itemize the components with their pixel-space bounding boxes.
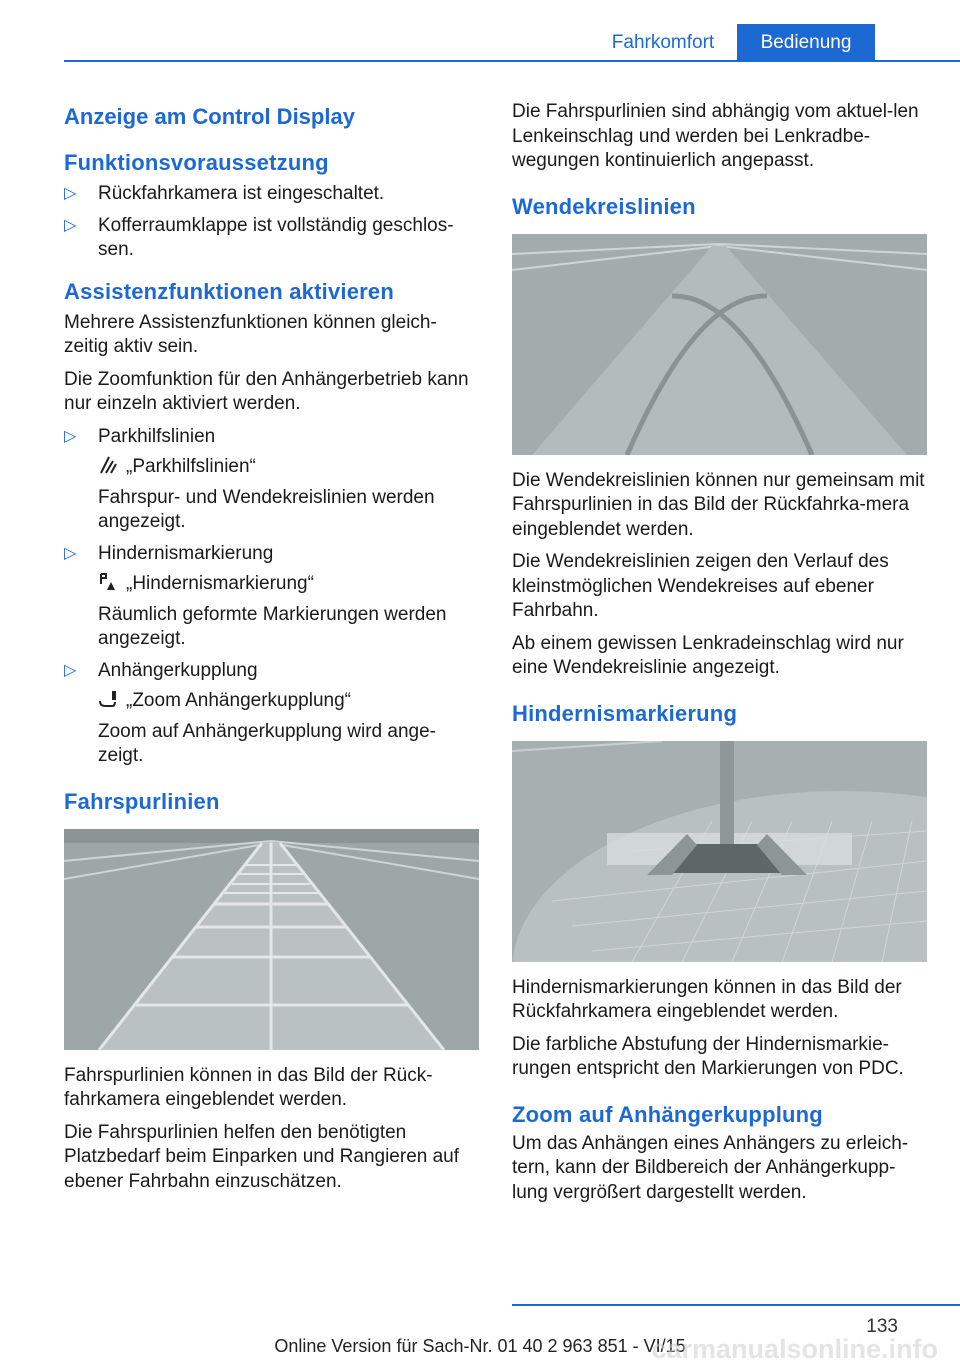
parking-lines-icon — [98, 455, 118, 475]
list-item: ▷ Kofferraumklappe ist vollständig geschlos‐sen. — [64, 214, 454, 260]
assist-item-button-line[interactable]: „Zoom Anhängerkupplung“ — [98, 689, 479, 714]
obstacle-paragraph-1: Hindernismarkierungen können in das Bild der Rückfahrkamera eingeblendet werden. — [512, 976, 902, 1022]
assist-paragraph-1: Mehrere Assistenzfunktionen können gleich‐zeitig aktiv sein. — [64, 311, 437, 357]
left-column — [64, 100, 479, 1202]
zoom-paragraph-1: Um das Anhängen eines Anhängers zu erleich‐tern, kann der Bildbereich der Anhängerkupp‐lung vergrößert dargestellt werden. — [512, 1132, 909, 1203]
assist-item-label: Parkhilfslinien — [98, 425, 216, 447]
triangle-bullet-icon: ▷ — [64, 185, 77, 202]
func-list — [64, 182, 479, 263]
watermark: carmanualsonline.info — [651, 1334, 938, 1364]
list-item — [64, 659, 479, 769]
page-number: 133 — [866, 1316, 898, 1337]
assist-item-label: Hindernismarkierung — [98, 542, 274, 564]
triangle-bullet-icon: ▷ — [64, 427, 77, 445]
assist-item-desc: Fahrspur- und Wendekreislinien werden angezeigt. — [98, 486, 435, 532]
assist-list — [64, 425, 479, 769]
list-item: ▷ Rückfahrkamera ist eingeschaltet. — [64, 182, 479, 207]
assist-item-label: Anhängerkupplung — [98, 659, 258, 681]
turning-circle-figure — [512, 234, 927, 455]
assist-heading: Assistenzfunktionen aktivieren — [64, 278, 394, 304]
footer-version-text: Online Version für Sach-Nr. 01 40 2 963 851 - VI/15 — [274, 1336, 686, 1356]
turning-paragraph-1: Die Wendekreislinien können nur gemeinsam mit Fahrspurlinien in das Bild der Rückfahrka‐mera eingeblendet werden. — [512, 469, 925, 540]
lanes-heading: Fahrspurlinien — [64, 788, 220, 814]
header-tab-bedienung[interactable]: Bedienung — [737, 24, 875, 60]
list-item — [64, 542, 479, 652]
lanes-paragraph-3: Die Fahrspurlinien sind abhängig vom aktuel‐len Lenkeinschlag und werden bei Lenkradbe‐wegungen kontinuierlich angepasst. — [512, 101, 919, 171]
list-item — [64, 425, 479, 535]
zoom-heading: Zoom auf Anhängerkupplung — [512, 1101, 823, 1127]
turning-paragraph-2: Die Wendekreislinien zeigen den Verlauf des kleinstmöglichen Wendekreises auf ebener Fahrbahn. — [512, 551, 889, 621]
assist-item-button-line[interactable]: „Parkhilfslinien“ — [98, 455, 479, 480]
obstacle-heading: Hindernismarkierung — [512, 700, 738, 726]
turning-heading: Wendekreislinien — [512, 193, 696, 219]
assist-item-desc: Zoom auf Anhängerkupplung wird ange‐zeigt. — [98, 720, 437, 766]
assist-item-button-line[interactable]: „Hindernismarkierung“ — [98, 572, 479, 597]
assist-item-desc: Räumlich geformte Markierungen werden angezeigt. — [98, 603, 447, 649]
lanes-paragraph-1: Fahrspurlinien können in das Bild der Rück‐fahrkamera eingeblendet werden. — [64, 1064, 433, 1110]
section-title: Anzeige am Control Display — [64, 104, 355, 129]
header-tab-fahrkomfort[interactable]: Fahrkomfort — [611, 32, 715, 53]
obstacle-paragraph-2: Die farbliche Abstufung der Hindernismarkie‐rungen entspricht den Markierungen von PDC. — [512, 1033, 904, 1079]
lane-lines-figure — [64, 829, 479, 1050]
triangle-bullet-icon: ▷ — [64, 544, 77, 562]
assist-paragraph-2: Die Zoomfunktion für den Anhängerbetrieb kann nur einzeln aktiviert werden. — [64, 368, 469, 414]
obstacle-marker-figure — [512, 741, 927, 962]
footer-rule — [512, 1304, 960, 1306]
lanes-paragraph-2: Die Fahrspurlinien helfen den benötigten Platzbedarf beim Einparken und Rangieren auf ebener Fahrbahn einzuschätzen. — [64, 1121, 460, 1192]
triangle-bullet-icon: ▷ — [64, 661, 77, 679]
right-column — [512, 100, 927, 1213]
triangle-bullet-icon: ▷ — [64, 216, 77, 234]
turning-paragraph-3: Ab einem gewissen Lenkradeinschlag wird nur eine Wendekreislinie angezeigt. — [512, 632, 904, 678]
func-heading: Funktionsvoraussetzung — [64, 150, 329, 175]
obstacle-marker-icon — [98, 572, 118, 592]
trailer-hitch-icon — [98, 689, 118, 709]
header-rule — [64, 60, 960, 62]
